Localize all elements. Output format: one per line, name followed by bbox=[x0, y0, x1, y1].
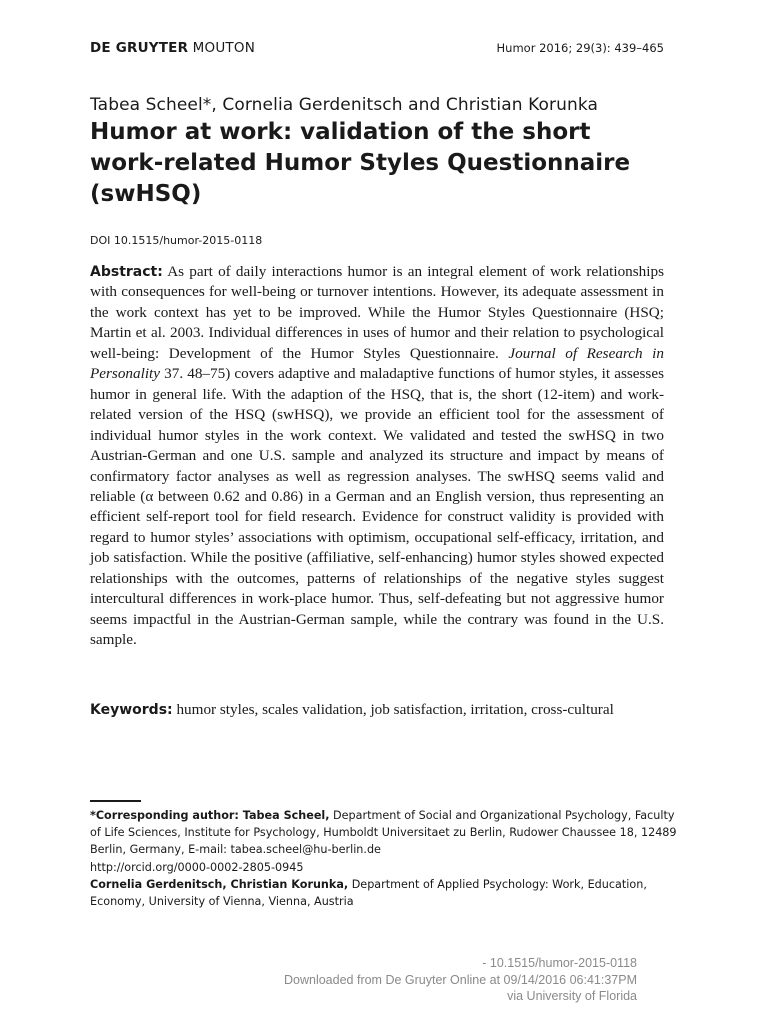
keywords-text: humor styles, scales validation, job satisfaction, irritation, cross-cultural bbox=[172, 701, 614, 718]
keywords bbox=[90, 700, 664, 721]
journal-citation: Humor 2016; 29(3): 439–465 bbox=[496, 41, 664, 55]
abstract-journal-name: Journal of Research in Personality bbox=[90, 344, 664, 383]
coauthors-affiliation: Department of Applied Psychology: Work, Education, Economy, University of Vienna, Vienna, Austria bbox=[90, 877, 647, 909]
abstract-text-part2: 37. 48–75) covers adaptive and maladaptive functions of humor styles, it assesses humor in general life. With the adaption of the HSQ, that is, the short (12-item) and work-related version of the HSQ (swHSQ), we provide an efficient tool for the assessment of individual humor styles in the work context. We validated and tested the swHSQ in two Austrian-German and one U.S. sample and analyzed its structure and impact by means of confirmatory factor analyses as well as regression analyses. The swHSQ seems valid and reliable (α between 0.62 and 0.86) in a German and an English version, thus representing an efficient self-report tool for field research. Evidence for construct validity is provided with regard to humor styles’ associations with optimism, occupational self-efficacy, irritation, and job satisfaction. While the positive (affiliative, self-enhancing) humor styles showed expected relationships with the outcomes, patterns of relationships of the negative styles suggest intercultural differences in work-place humor. Thus, self-defeating but not aggressive humor seems impactful in the Austrian-German sample, while the contrary was found in the U.S. sample. bbox=[90, 365, 664, 649]
running-header bbox=[90, 40, 664, 60]
doi: DOI 10.1515/humor-2015-0118 bbox=[90, 234, 263, 247]
download-institution: via University of Florida bbox=[507, 989, 637, 1003]
coauthors-label: Cornelia Gerdenitsch, Christian Korunka, bbox=[90, 877, 349, 891]
download-info: Downloaded from De Gruyter Online at 09/14/2016 06:41:37PM bbox=[284, 972, 637, 987]
abstract-text-part1: As part of daily interactions humor is an integral element of work relationships with consequences for well-being or turnover intentions. However, its adequate assessment in the work context has yet to be improved. While the Humor Styles Questionnaire (HSQ; Martin et al. 2003. Individual differences in uses of humor and their relation to psychological well-being: Development of the Humor Styles Questionnaire. bbox=[90, 263, 664, 362]
footnotes bbox=[90, 807, 680, 910]
download-stamp bbox=[284, 955, 637, 1005]
download-doi: - 10.1515/humor-2015-0118 bbox=[482, 956, 637, 970]
corresponding-author-label: *Corresponding author: Tabea Scheel, bbox=[90, 809, 330, 822]
corresponding-author-note bbox=[90, 807, 680, 859]
corresponding-author-affiliation: Department of Social and Organizational Psychology, Faculty of Life Sciences, Institute for Psychology, Humboldt Universitaet zu Berlin, Rudower Chaussee 18, 12489 Berlin, Germany, E-mail: tabea.scheel@hu-berlin.de bbox=[90, 809, 677, 857]
abstract bbox=[90, 262, 664, 651]
publisher-name bbox=[90, 40, 255, 56]
keywords-label: Keywords: bbox=[90, 702, 173, 718]
article-title: Humor at work: validation of the short work-related Humor Styles Questionnaire (swHSQ) bbox=[90, 119, 631, 207]
abstract-label: Abstract: bbox=[90, 264, 163, 280]
author-list: Tabea Scheel*, Cornelia Gerdenitsch and Christian Korunka bbox=[90, 95, 598, 115]
orcid-link[interactable]: http://orcid.org/0000-0002-2805-0945 bbox=[90, 860, 304, 874]
footnote-divider bbox=[90, 800, 141, 802]
publisher-name-bold: DE GRUYTER bbox=[90, 40, 189, 56]
coauthors-note bbox=[90, 876, 680, 910]
publisher-name-rest: MOUTON bbox=[188, 40, 255, 56]
